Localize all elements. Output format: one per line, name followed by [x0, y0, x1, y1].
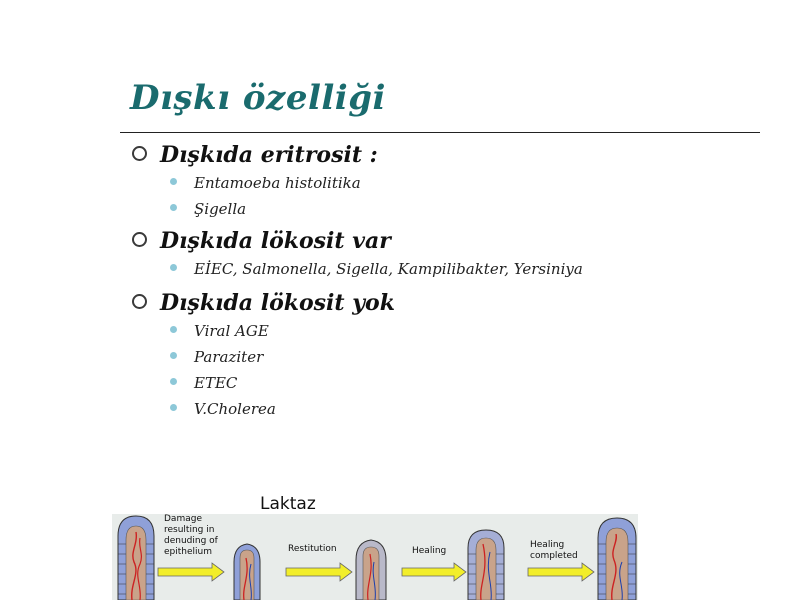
villus-healed-icon	[598, 518, 636, 600]
list-item-text: Entamoeba histolitika	[194, 174, 361, 192]
step-label-damage: Damage resulting in denuding of epithelium	[164, 514, 218, 557]
villus-restitution-icon	[356, 540, 386, 600]
hollow-circle-bullet-icon	[132, 294, 147, 309]
section-heading-text: Dışkıda lökosit var	[160, 228, 391, 254]
section-heading-erythrocyte	[130, 140, 780, 170]
villus-healing-icon	[468, 530, 504, 600]
list-item-text: Paraziter	[194, 348, 264, 366]
slide-title: Dışkı özelliği	[130, 78, 386, 118]
list-item-text: Şigella	[194, 200, 247, 218]
section-heading-text: Dışkıda lökosit yok	[160, 290, 395, 316]
section-heading-text: Dışkıda eritrosit :	[160, 142, 378, 168]
arrow-right-icon	[528, 563, 594, 581]
section-heading-leukocyte-present	[130, 226, 780, 256]
bullet-list	[130, 140, 780, 422]
list-item	[130, 396, 780, 422]
hollow-circle-bullet-icon	[132, 232, 147, 247]
dot-bullet-icon	[170, 352, 177, 359]
step-label-restitution: Restitution	[288, 544, 337, 554]
section-heading-leukocyte-absent	[130, 288, 780, 318]
dot-bullet-icon	[170, 378, 177, 385]
dot-bullet-icon	[170, 264, 177, 271]
list-item-text: Viral AGE	[194, 322, 269, 340]
list-item	[130, 256, 780, 282]
list-item	[130, 170, 780, 196]
step-label-healing: Healing	[412, 546, 447, 556]
list-item-text: EİEC, Salmonella, Sigella, Kampilibakter, Yersiniya	[194, 260, 583, 278]
list-item-text: ETEC	[194, 374, 238, 392]
title-divider	[120, 132, 760, 133]
dot-bullet-icon	[170, 204, 177, 211]
step-label-healing-completed: Healing completed	[530, 540, 578, 561]
list-item	[130, 318, 780, 344]
arrow-right-icon	[158, 563, 224, 581]
list-item	[130, 196, 780, 222]
dot-bullet-icon	[170, 404, 177, 411]
arrow-right-icon	[286, 563, 352, 581]
list-item	[130, 370, 780, 396]
dot-bullet-icon	[170, 326, 177, 333]
villus-healing-diagram	[112, 514, 638, 600]
villus-full-icon	[118, 516, 154, 600]
list-item-text: V.Cholerea	[194, 400, 276, 418]
dot-bullet-icon	[170, 178, 177, 185]
villus-damaged-icon	[234, 544, 260, 600]
list-item	[130, 344, 780, 370]
figure-caption: Laktaz	[260, 494, 316, 514]
hollow-circle-bullet-icon	[132, 146, 147, 161]
arrow-right-icon	[402, 563, 466, 581]
